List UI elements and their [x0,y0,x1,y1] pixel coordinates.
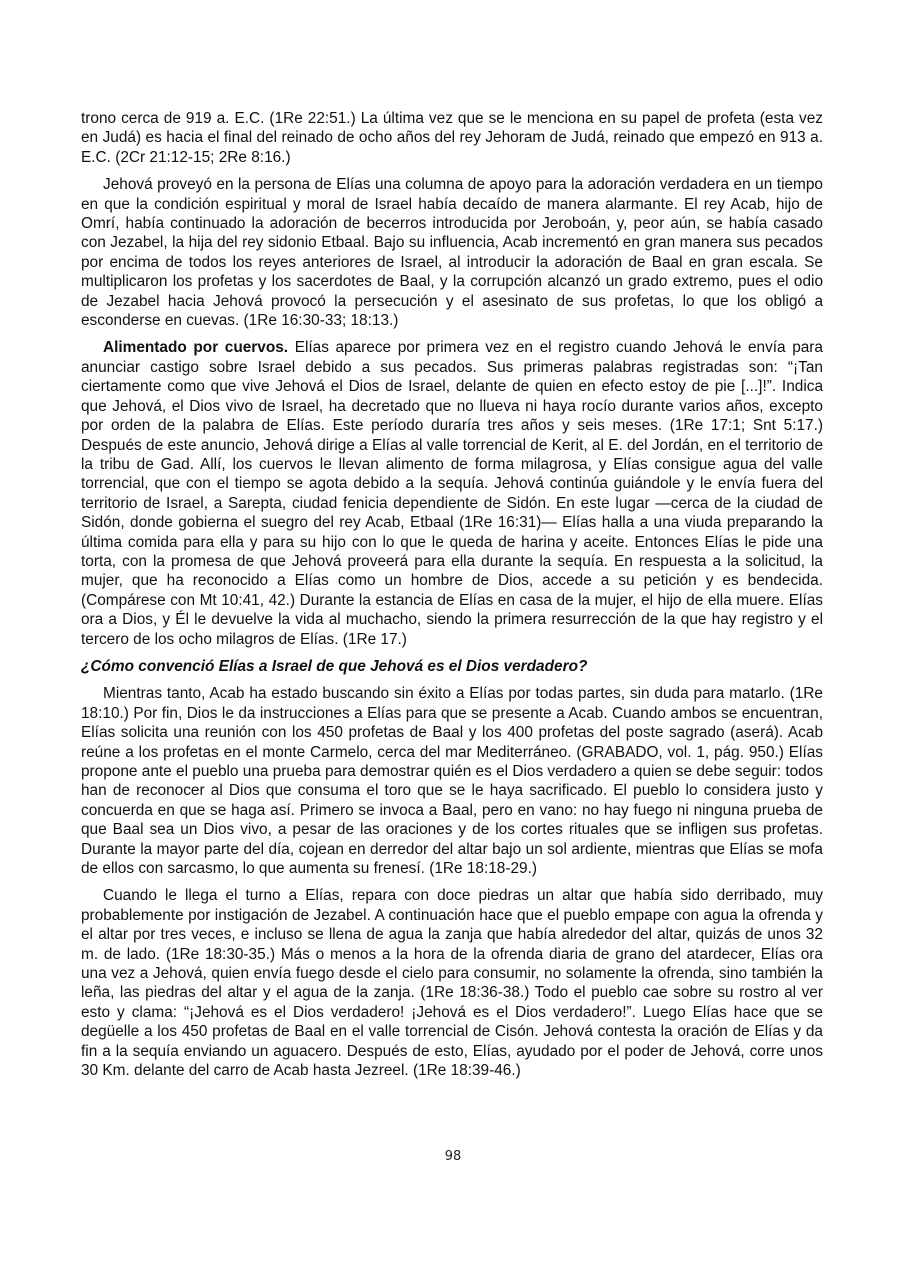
paragraph-lead-heading: Alimentado por cuervos. [103,339,289,357]
paragraph-text: Elías aparece por primera vez en el registro cuando Jehová le envía para anunciar castigo sobre Israel debido a sus pecados. Sus primeras palabras registradas son: “¡Tan ciertamente como que vive Jehová el Dios de Israel, delante de quien en efecto estoy de pie [...]!”. Indica que Jehová, el Dios vivo de Israel, ha decretado que no llueva ni haya rocío durante varios años, excepto por orden de la palabra de Elías. Este período duraría tres años y seis meses. (1Re 17:1; Snt 5:17.) Después de este anuncio, Jehová dirige a Elías al valle torrencial de Kerit, al E. del Jordán, en el territorio de la tribu de Gad. Allí, los cuervos le llevan alimento de forma milagrosa, y Elías consigue agua del valle torrencial, que con el tiempo se agota debido a la sequía. Jehová continúa guiándole y le envía fuera del territorio de Israel, a Sarepta, ciudad fenicia dependiente de Sidón. En este lugar —cerca de la ciudad de Sidón, donde gobierna el suegro del rey Acab, Etbaal (1Re 16:31)— Elías halla a una viuda preparando la última comida para ella y para su hijo con lo que le queda de harina y aceite. Entonces Elías le pide una torta, con la promesa de que Jehová proveerá para ella durante la sequía. En respuesta a la solicitud, la mujer, que ha reconocido a Elías como un hombre de Dios, accede a su petición y es bendecida. (Compárese con Mt 10:41, 42.) Durante la estancia de Elías en casa de la mujer, el hijo de ella muere. Elías ora a Dios, y Él le devuelve la vida al muchacho, siendo la primera resurrección de la que hay registro y el tercero de los ocho milagros de Elías. (1Re 17.) [81,339,823,648]
section-heading: ¿Cómo convenció Elías a Israel de que Jehová es el Dios verdadero? [81,657,588,675]
paragraph-text: Mientras tanto, Acab ha estado buscando sin éxito a Elías por todas partes, sin duda para matarlo. (1Re 18:10.) Por fin, Dios le da instrucciones a Elías para que se presente a Acab. Cuando ambos se encuentran, Elías solicita una reunión con los 450 profetas de Baal y los 400 profetas del poste sagrado (aserá). Acab reúne a los profetas en el monte Carmelo, cerca del mar Mediterráneo. (GRABADO, vol. 1, pág. 950.) Elías propone ante el pueblo una prueba para demostrar quién es el Dios verdadero a quien se debe seguir: todos han de reconocer al Dios que consuma el toro que se le haya sacrificado. El pueblo lo considera justo y concuerda en que se haga así. Primero se invoca a Baal, pero en vano: no hay fuego ni ninguna prueba de que Baal sea un Dios vivo, a pesar de las oraciones y de los cortes rituales que se infligen sus profetas. Durante la mayor parte del día, cojean en derredor del altar bajo un sol ardiente, mientras que Elías se mofa de ellos con sarcasmo, lo que aumenta su frenesí. (1Re 18:18-29.) [81,685,823,878]
paragraph [81,109,823,167]
paragraph-text: trono cerca de 919 a. E.C. (1Re 22:51.) La última vez que se le menciona en su papel de profeta (esta vez en Judá) es hacia el final del reinado de ocho años del rey Jehoram de Judá, reinado que empezó en 913 a. E.C. (2Cr 21:12-15; 2Re 8:16.) [81,110,823,166]
paragraph [81,175,823,330]
page-number: 98 [444,1149,462,1164]
paragraph [81,684,823,878]
paragraph [81,338,823,649]
paragraph-text: Jehová proveyó en la persona de Elías una columna de apoyo para la adoración verdadera en un tiempo en que la condición espiritual y moral de Israel había decaído de manera alarmante. El rey Acab, hijo de Omrí, había continuado la adoración de becerros introducida por Jeroboán, y, peor aún, se había casado con Jezabel, la hija del rey sidonio Etbaal. Bajo su influencia, Acab incrementó en gran manera sus pecados por encima de todos los reyes anteriores de Israel, al introducir la adoración de Baal en gran escala. Se multiplicaron los profetas y los sacerdotes de Baal, y la corrupción alcanzó un grado extremo, pues el odio de Jezabel hacia Jehová provocó la persecución y el asesinato de sus profetas, lo que los obligó a esconderse en cuevas. (1Re 16:30-33; 18:13.) [81,176,823,330]
page-body [81,109,823,1081]
paragraph-text: Cuando le llega el turno a Elías, repara con doce piedras un altar que había sido derribado, muy probablemente por instigación de Jezabel. A continuación hace que el pueblo empape con agua la ofrenda y el altar por tres veces, e incluso se llena de agua la zanja que había alrededor del altar, quizás de unos 32 m. de lado. (1Re 18:30-35.) Más o menos a la hora de la ofrenda diaria de grano del atardecer, Elías ora una vez a Jehová, quien envía fuego desde el cielo para consumir, no solamente la ofrenda, sino también la leña, las piedras del altar y el agua de la zanja. (1Re 18:36-38.) Todo el pueblo cae sobre su rostro al ver esto y clama: “¡Jehová es el Dios verdadero! ¡Jehová es el Dios verdadero!”. Luego Elías hace que se degüelle a los 450 profetas de Baal en el valle torrencial de Cisón. Jehová contesta la oración de Elías y da fin a la sequía enviando un aguacero. Después de esto, Elías, ayudado por el poder de Jehová, corre unos 30 Km. delante del carro de Acab hasta Jezreel. (1Re 18:39-46.) [81,887,823,1080]
paragraph [81,886,823,1080]
